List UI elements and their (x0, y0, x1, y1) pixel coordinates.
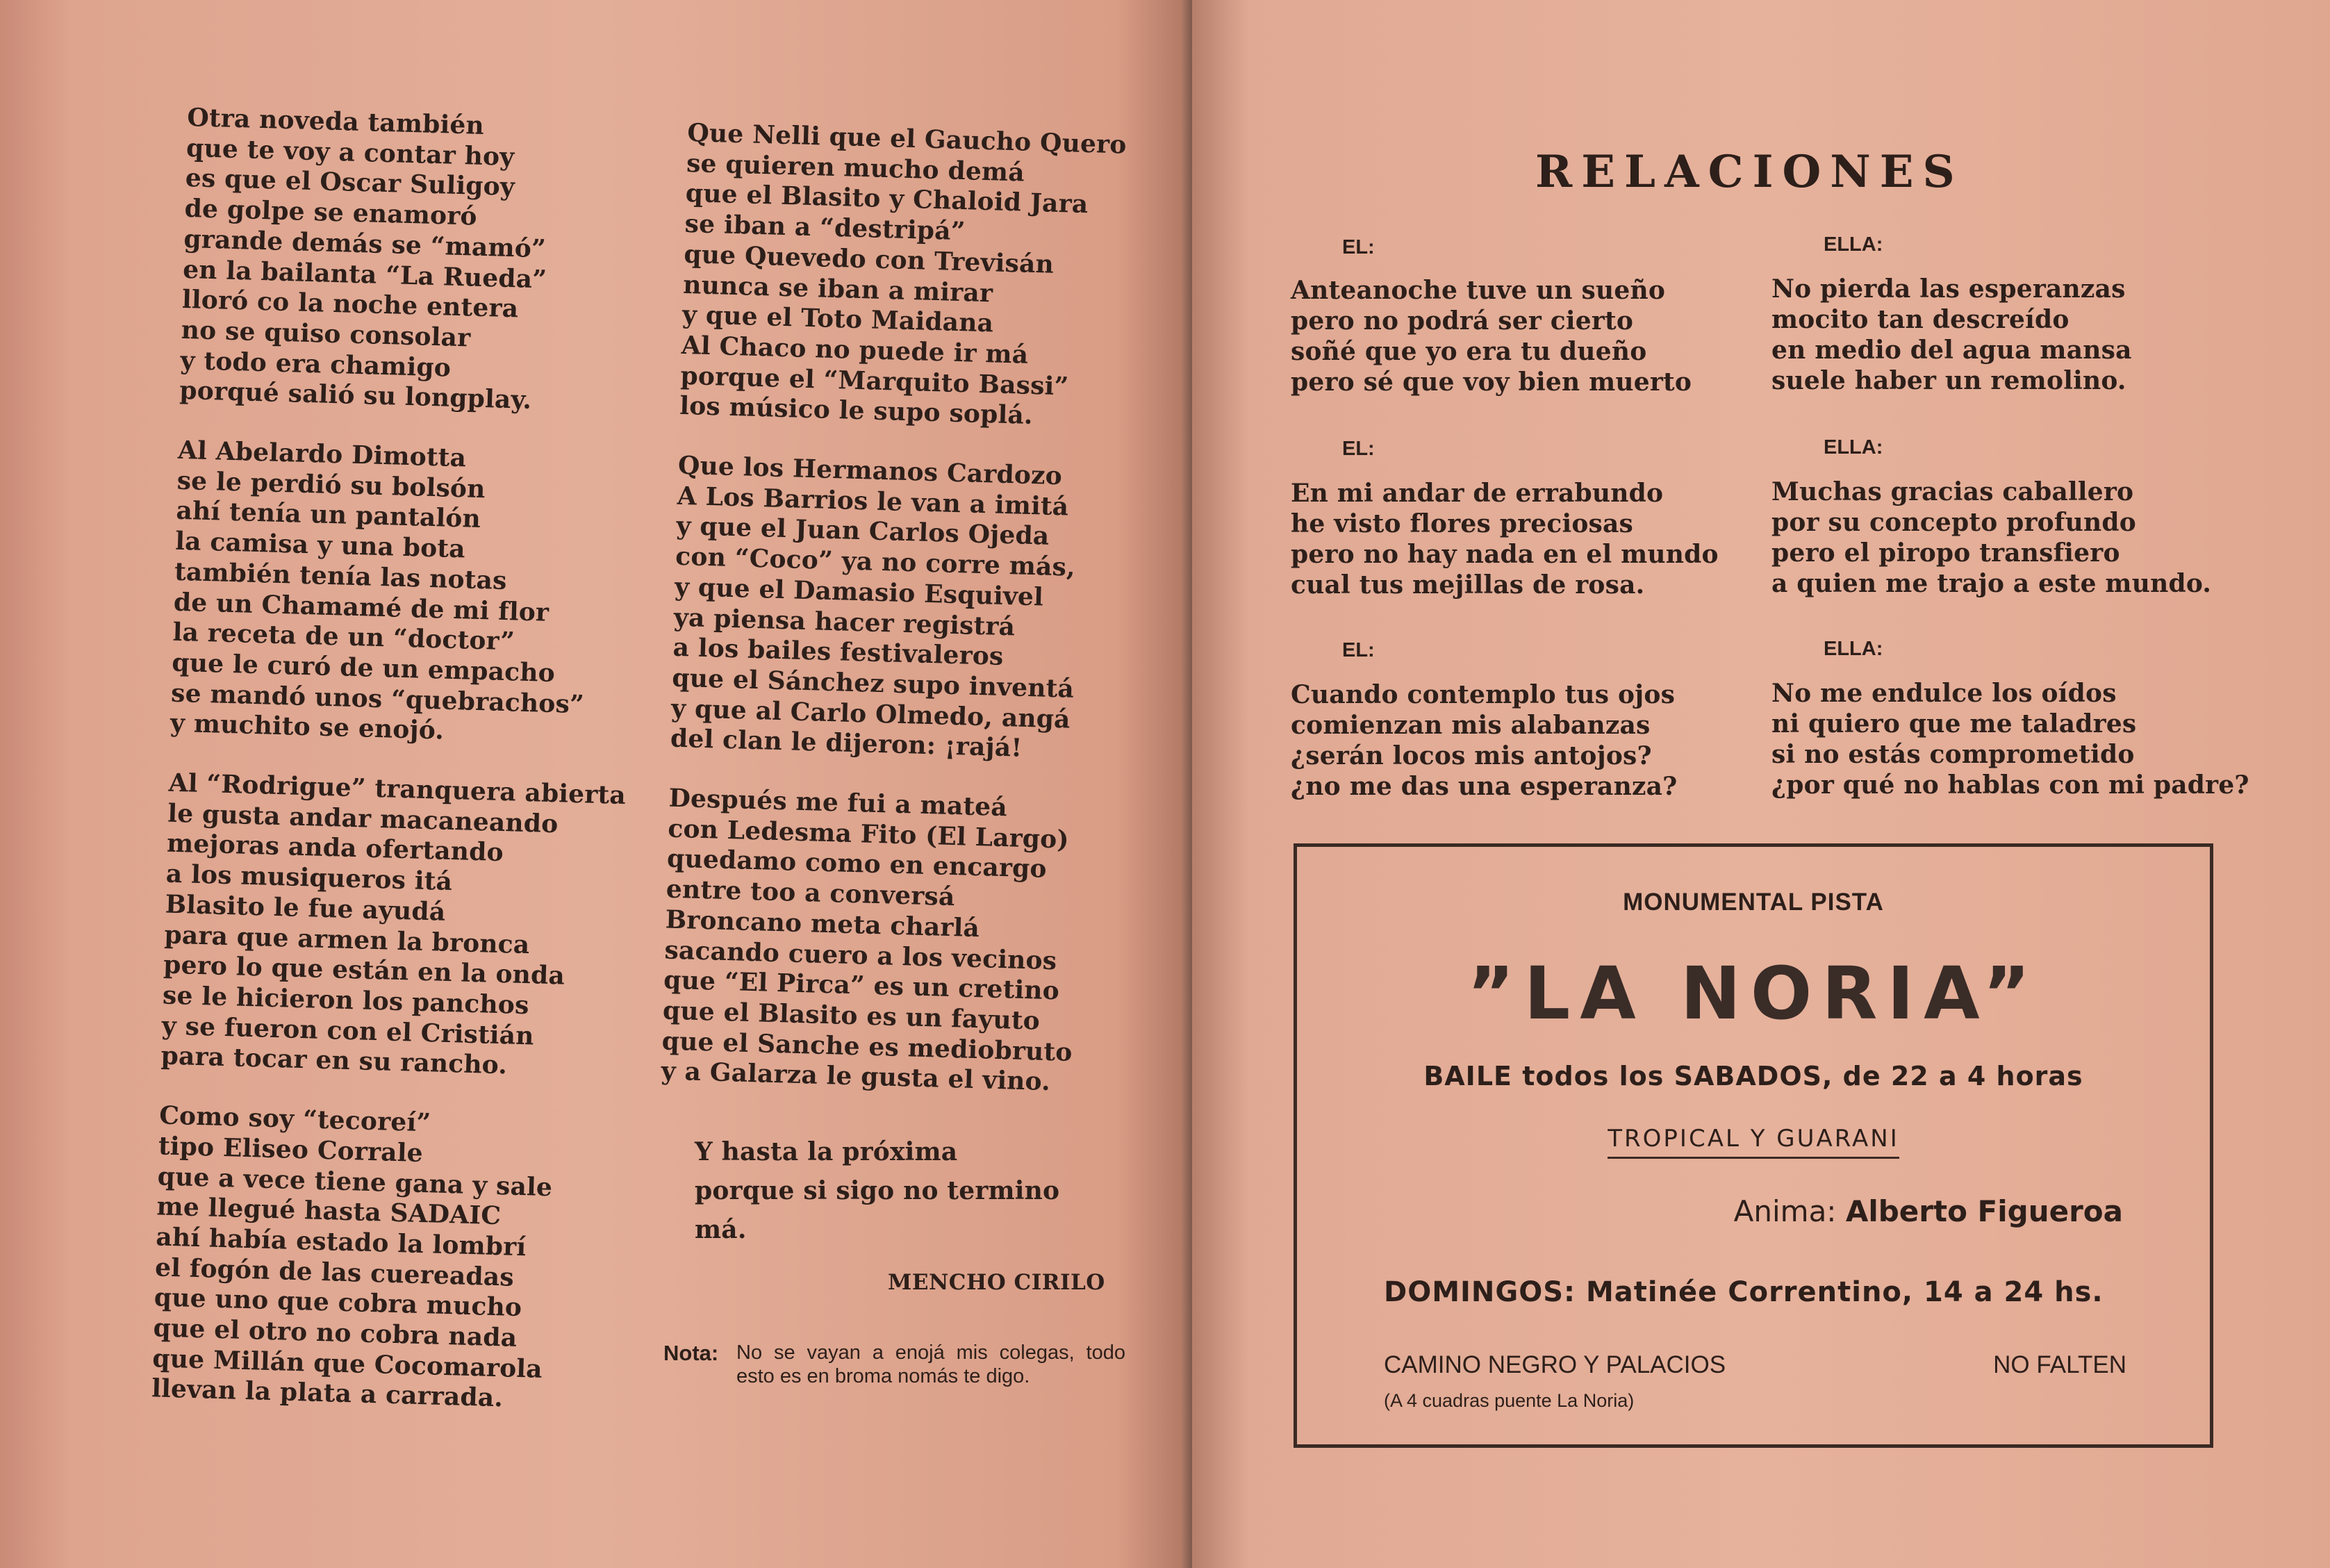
ad-baile-schedule: BAILE todos los SABADOS, de 22 a 4 horas (1423, 1061, 2083, 1091)
verse-line: le gusta andar macaneando (167, 798, 559, 839)
verse-line: má. (695, 1215, 747, 1244)
verse-line: del clan le dijeron: ¡rajá! (670, 724, 1023, 764)
verse-line: ni quiero que me taladres (1771, 709, 2137, 738)
verse-line: que el Blasito y Chaloid Jara (685, 179, 1089, 220)
verse-line: No pierda las esperanzas (1771, 274, 2126, 304)
ad-host-label: Anima: (1733, 1194, 1837, 1228)
ad-subtitle: MONUMENTAL PISTA (1623, 889, 1884, 916)
verse-line: En mi andar de errabundo (1291, 479, 1664, 508)
verse-line: quedamo como en encargo (666, 844, 1048, 884)
verse-line: a quien me trajo a este mundo. (1771, 569, 2212, 598)
verse-line: con Ledesma Fito (El Largo) (667, 814, 1070, 855)
verse-line: ¿no me das una esperanza? (1291, 772, 1678, 801)
verse-line: porque el “Marquito Bassi” (680, 361, 1069, 402)
verse-line: en la bailanta “La Rueda” (182, 254, 547, 295)
verse-line: pero sé que voy bien muerto (1291, 368, 1692, 397)
verse-line: que el otro no cobra nada (153, 1313, 518, 1353)
verse-line: Cuando contemplo tus ojos (1291, 680, 1676, 709)
verse-line: he visto flores preciosas (1291, 509, 1634, 538)
verse-line: para que armen la bronca (163, 920, 530, 959)
stanza (679, 118, 1127, 434)
verse-line: se iban a “destripá” (684, 209, 966, 247)
verse-line: que el Blasito es un fayuto (662, 996, 1041, 1036)
verse-line: lloró co la noche entera (181, 285, 519, 324)
verse-line: también tenía las notas (174, 556, 508, 595)
verse-line: por su concepto profundo (1771, 508, 2136, 537)
poem-column-1 (150, 103, 645, 1446)
verse-line: la camisa y una bota (174, 526, 466, 564)
verse-line: que Millán que Cocomarola (151, 1344, 543, 1384)
verse-el-3 (1291, 679, 1677, 802)
verse-line: ya piensa hacer registrá (673, 602, 1016, 641)
verse-line: mocito tan descreído (1771, 305, 2069, 334)
verse-line: Blasito le fue ayudá (165, 889, 446, 927)
verse-line: mejoras anda ofertando (166, 829, 504, 868)
verse-line: y que el Juan Carlos Ojeda (676, 511, 1050, 552)
verse-line: Al Abelardo Dimotta (177, 435, 467, 473)
verse-line: ahí tenía un pantalón (176, 496, 481, 534)
verse-line: ahí había estado la lombrí (155, 1222, 527, 1262)
verse-line: Que los Hermanos Cardozo (677, 450, 1063, 491)
verse-line: tipo Eliseo Corrale (158, 1131, 424, 1168)
verse-line: ¿por qué no hablas con mi padre? (1771, 770, 2249, 800)
verse-line: que Quevedo con Trevisán (683, 239, 1055, 279)
verse-line: pero no podrá ser cierto (1291, 306, 1634, 336)
verse-line: pero lo que están en la onda (163, 950, 565, 991)
verse-ella-2 (1771, 477, 2211, 599)
ad-music-text: TROPICAL Y GUARANI (1608, 1125, 1899, 1159)
verse-line: y se fueron con el Cristián (161, 1011, 535, 1051)
ad-directions: (A 4 cuadras puente La Noria) (1384, 1390, 1635, 1411)
verse-line: de golpe se enamoró (184, 194, 478, 231)
verse-line: sacando cuero a los vecinos (663, 935, 1057, 975)
verse-line: de un Chamamé de mi flor (173, 587, 550, 627)
verse-line: Anteanoche tuve un sueño (1291, 276, 1666, 305)
verse-line: y todo era chamigo (180, 345, 452, 383)
stanza (160, 768, 626, 1084)
verse-line: suele haber un remolino. (1771, 366, 2126, 395)
verse-line: a los bailes festivaleros (672, 632, 1005, 672)
verse-line: soñé que yo era tu dueño (1291, 337, 1647, 366)
author-signature: MENCHO CIRILO (888, 1270, 1105, 1295)
ad-sunday-schedule: DOMINGOS: Matinée Correntino, 14 a 24 hs. (1384, 1276, 2104, 1308)
verse-line: entre too a conversá (666, 874, 956, 912)
verse-ella-1 (1771, 274, 2132, 396)
verse-line: que te voy a contar hoy (185, 133, 515, 172)
ad-no-falten: NO FALTEN (1993, 1351, 2126, 1378)
note-label: Nota: (663, 1341, 719, 1365)
verse-line: y muchito se enojó. (170, 709, 445, 746)
verse-line: que a vece tiene gana y sale (157, 1161, 553, 1202)
verse-line: y que al Carlo Olmedo, angá (670, 693, 1071, 734)
verse-line: y que el Damasio Esquivel (674, 572, 1044, 612)
verse-line: Al “Rodrigue” tranquera abierta (168, 768, 627, 811)
stanza (661, 784, 1108, 1100)
ad-title: ”LA NORIA” (1466, 951, 2040, 1036)
verse-line: que el Sanche es mediobruto (661, 1026, 1073, 1067)
verse-line: se quieren mucho demá (686, 148, 1025, 188)
verse-line: no se quiso consolar (181, 315, 471, 353)
verse-line: si no estás comprometido (1771, 740, 2135, 769)
verse-line: Broncano meta charlá (665, 905, 980, 943)
verse-line: Que Nelli que el Gaucho Quero (686, 118, 1127, 160)
ad-address: CAMINO NEGRO Y PALACIOS (1384, 1351, 1726, 1378)
verse-line: ¿serán locos mis antojos? (1291, 741, 1652, 770)
stanza (170, 436, 635, 752)
verse-line: pero no hay nada en el mundo (1291, 540, 1719, 569)
verse-line: No me endulce los oídos (1771, 679, 2117, 708)
speaker-ella-3: ELLA: (1824, 638, 1883, 660)
la-noria-advertisement (1294, 843, 2213, 1448)
verse-line: Después me fui a mateá (668, 783, 1008, 823)
ad-host-name: Alberto Figueroa (1845, 1194, 2123, 1228)
verse-line: y que el Toto Maidana (681, 300, 994, 338)
verse-ella-3 (1771, 678, 2249, 800)
verse-line: pero el piropo transfiero (1771, 538, 2120, 568)
verse-el-1 (1291, 275, 1692, 397)
verse-line: Muchas gracias caballero (1771, 477, 2134, 506)
verse-el-2 (1291, 478, 1719, 600)
verse-line: nunca se iban a mirar (682, 270, 993, 308)
verse-line: en medio del agua mansa (1771, 336, 2132, 365)
verse-line: es que el Oscar Suligoy (185, 163, 515, 202)
verse-line: porque si sigo no termino (695, 1176, 1060, 1205)
verse-line: se le hicieron los panchos (162, 980, 530, 1021)
speaker-ella-2: ELLA: (1824, 436, 1883, 459)
relaciones-title: RELACIONES (1535, 146, 1964, 198)
verse-line: que le curó de un empacho (171, 647, 556, 688)
poem-column-2 (660, 118, 1127, 1128)
verse-line: grande demás se “mamó” (183, 224, 547, 264)
closing-stanza (695, 1132, 1059, 1249)
verse-line: que el Sánchez supo inventá (671, 663, 1075, 704)
speaker-ella-1: ELLA: (1824, 233, 1883, 256)
ad-music-genres (1297, 1125, 2210, 1153)
verse-line: se mandó unos “quebrachos” (170, 678, 585, 719)
verse-line: Como soy “tecoreí” (158, 1100, 431, 1138)
ad-host (1734, 1194, 2123, 1228)
verse-line: a los musiqueros itá (165, 859, 453, 897)
verse-line: los músico le supo soplá. (679, 391, 1034, 431)
verse-line: con “Coco” ya no corre más, (675, 541, 1076, 582)
verse-line: que uno que cobra mucho (154, 1282, 522, 1323)
verse-line: comienzan mis alabanzas (1291, 711, 1651, 740)
verse-line: el fogón de las cuereadas (154, 1252, 515, 1292)
stanza (151, 1101, 617, 1417)
speaker-el-3: EL: (1342, 639, 1375, 661)
verse-line: y a Galarza le gusta el vino. (661, 1056, 1051, 1097)
speaker-el-2: EL: (1342, 438, 1375, 460)
verse-line: para tocar en su rancho. (160, 1041, 508, 1080)
verse-line: Y hasta la próxima (695, 1137, 958, 1166)
verse-line: Al Chaco no puede ir má (681, 330, 1029, 370)
stanza (179, 103, 645, 419)
stanza (670, 451, 1117, 767)
verse-line: se le perdió su bolsón (176, 465, 486, 504)
verse-line: Otra noveda también (186, 103, 485, 140)
note-text: No se vayan a enojá mis colegas, todo esto es en broma nomás te digo. (736, 1342, 1125, 1387)
verse-line: la receta de un “doctor” (172, 617, 515, 657)
verse-line: A Los Barrios le van a imitá (677, 481, 1069, 522)
verse-line: me llegué hasta SADAIC (156, 1191, 502, 1231)
verse-line: llevan la plata a carrada. (151, 1373, 504, 1413)
verse-line: porqué salió su longplay. (179, 376, 532, 415)
verse-line: cual tus mejillas de rosa. (1291, 570, 1645, 600)
verse-line: que “El Pirca” es un cretino (663, 965, 1060, 1006)
speaker-el-1: EL: (1342, 236, 1375, 258)
